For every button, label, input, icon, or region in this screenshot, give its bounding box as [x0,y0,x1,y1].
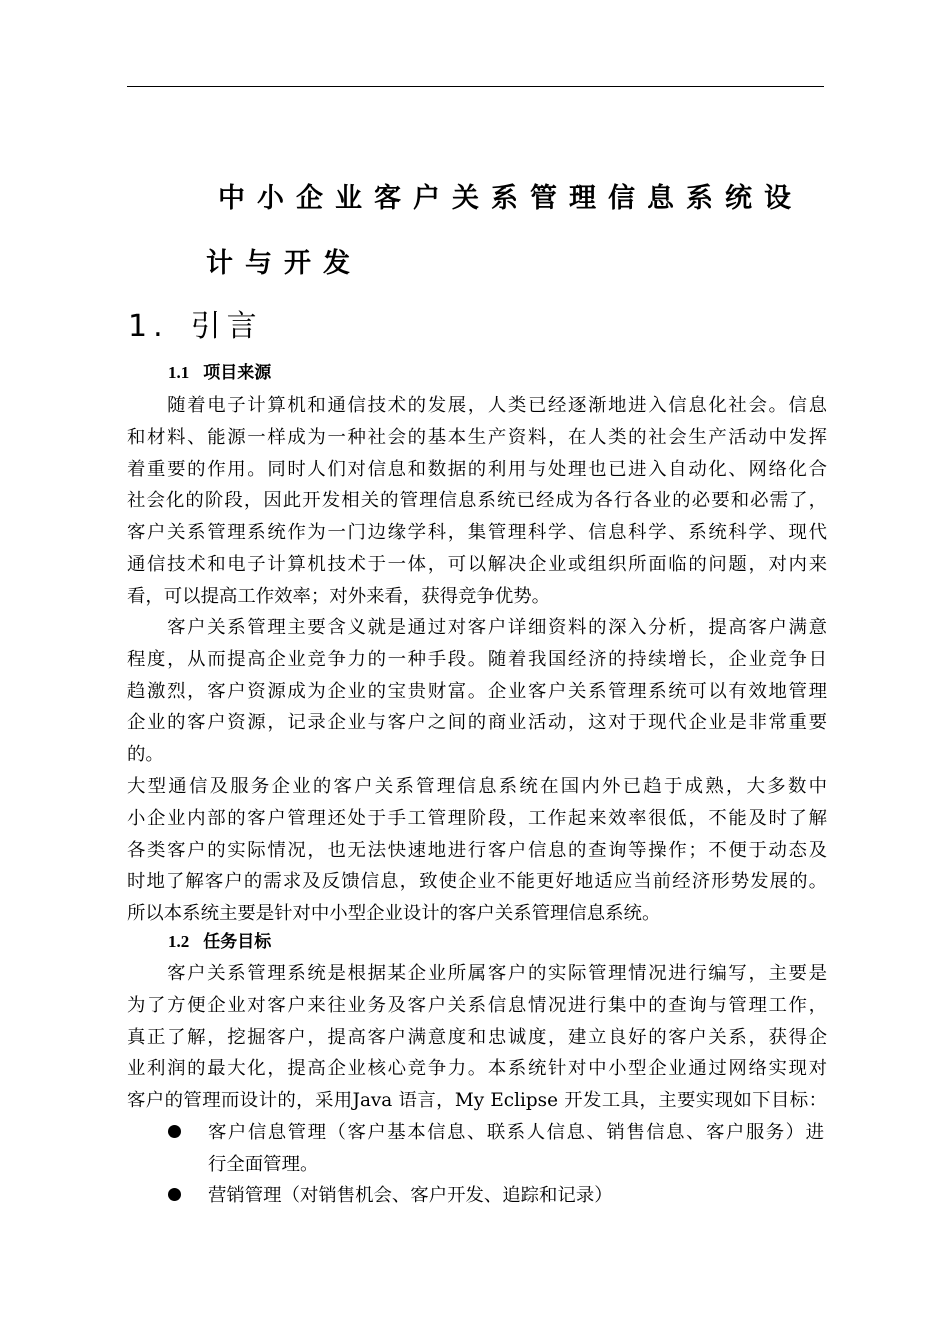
text-line: 和材料、能源一样成为一种社会的基本生产资料，在人类的社会生产活动中发挥 [127,426,827,448]
text-line: 真正了解，挖掘客户，提高客户满意度和忠诚度，建立良好的客户关系，获得企 [127,1026,827,1048]
text-line: 各类客户的实际情况，也无法快速地进行客户信息的查询等操作；不便于动态及 [127,839,827,861]
subsection-heading-1-1 [168,361,271,385]
section-title: 引言 [190,309,263,344]
paragraph-project-source-1 [127,390,827,613]
text-line: 所以本系统主要是针对中小型企业设计的客户关系管理信息系统。 [127,903,661,925]
bullet-icon [168,1125,181,1138]
subsection-heading-1-2 [168,930,271,954]
text-line: 客户信息管理（客户基本信息、联系人信息、销售信息、客户服务）进 [208,1122,824,1143]
text-line: 客户的管理而设计的，采用Java 语言，My Eclipse 开发工具，主要实现如下目标： [127,1090,827,1112]
text-line: 小企业内部的客户管理还处于手工管理阶段，工作起来效率很低，不能及时了解 [127,807,827,829]
text-line: 随着电子计算机和通信技术的发展，人类已经逐渐地进入信息化社会。信息 [127,395,827,416]
section-heading [128,308,263,346]
document-title-line-2: 计与开发 [206,248,362,279]
text-line: 着重要的作用。同时人们对信息和数据的利用与处理也已进入自动化、网络化合 [127,458,827,480]
text-line: 客户关系管理主要含义就是通过对客户详细资料的深入分析，提高客户满意 [127,617,827,638]
text-line: 程度，从而提高企业竞争力的一种手段。随着我国经济的持续增长，企业竞争日 [127,648,827,670]
text-line: 行全面管理。 [208,1153,319,1175]
bullet-icon [168,1188,181,1201]
text-line: 客户关系管理系统作为一门边缘学科，集管理科学、信息科学、系统科学、现代 [127,522,827,544]
text-line: 大型通信及服务企业的客户关系管理信息系统在国内外已趋于成熟，大多数中 [127,776,827,797]
text-line: 看，可以提高工作效率；对外来看，获得竞争优势。 [127,585,550,607]
text-line: 社会化的阶段，因此开发相关的管理信息系统已经成为各行各业的必要和必需了， [127,490,827,512]
text-line: 为了方便企业对客户来往业务及客户关系信息情况进行集中的查询与管理工作， [127,994,827,1016]
text-line: 营销管理（对销售机会、客户开发、追踪和记录） [208,1185,613,1206]
paragraph-project-source-3 [127,771,827,930]
subsection-number: 1.1 [168,363,190,382]
document-title-line-1: 中小企业客户关系管理信息系统设 [218,183,803,214]
section-number: 1. [128,309,169,344]
text-line: 的。 [127,744,164,766]
text-line: 趋激烈，客户资源成为企业的宝贵财富。企业客户关系管理系统可以有效地管理 [127,680,827,702]
text-line: 时地了解客户的需求及反馈信息，致使企业不能更好地适应当前经济形势发展的。 [127,871,827,893]
text-line: 客户关系管理系统是根据某企业所属客户的实际管理情况进行编写，主要是 [127,963,827,984]
subsection-title: 项目来源 [203,363,272,383]
text-line: 通信技术和电子计算机技术于一体，可以解决企业或组织所面临的问题，对内来 [127,553,827,575]
subsection-title: 任务目标 [203,932,272,952]
text-line: 企业的客户资源，记录企业与客户之间的商业活动，这对于现代企业是非常重要 [127,712,827,734]
text-line: 业利润的最大化，提高企业核心竞争力。本系统针对中小型企业通过网络实现对 [127,1058,827,1080]
header-rule [127,86,824,87]
subsection-number: 1.2 [168,932,190,951]
paragraph-task-goal [127,958,827,1117]
paragraph-project-source-2 [127,612,827,771]
